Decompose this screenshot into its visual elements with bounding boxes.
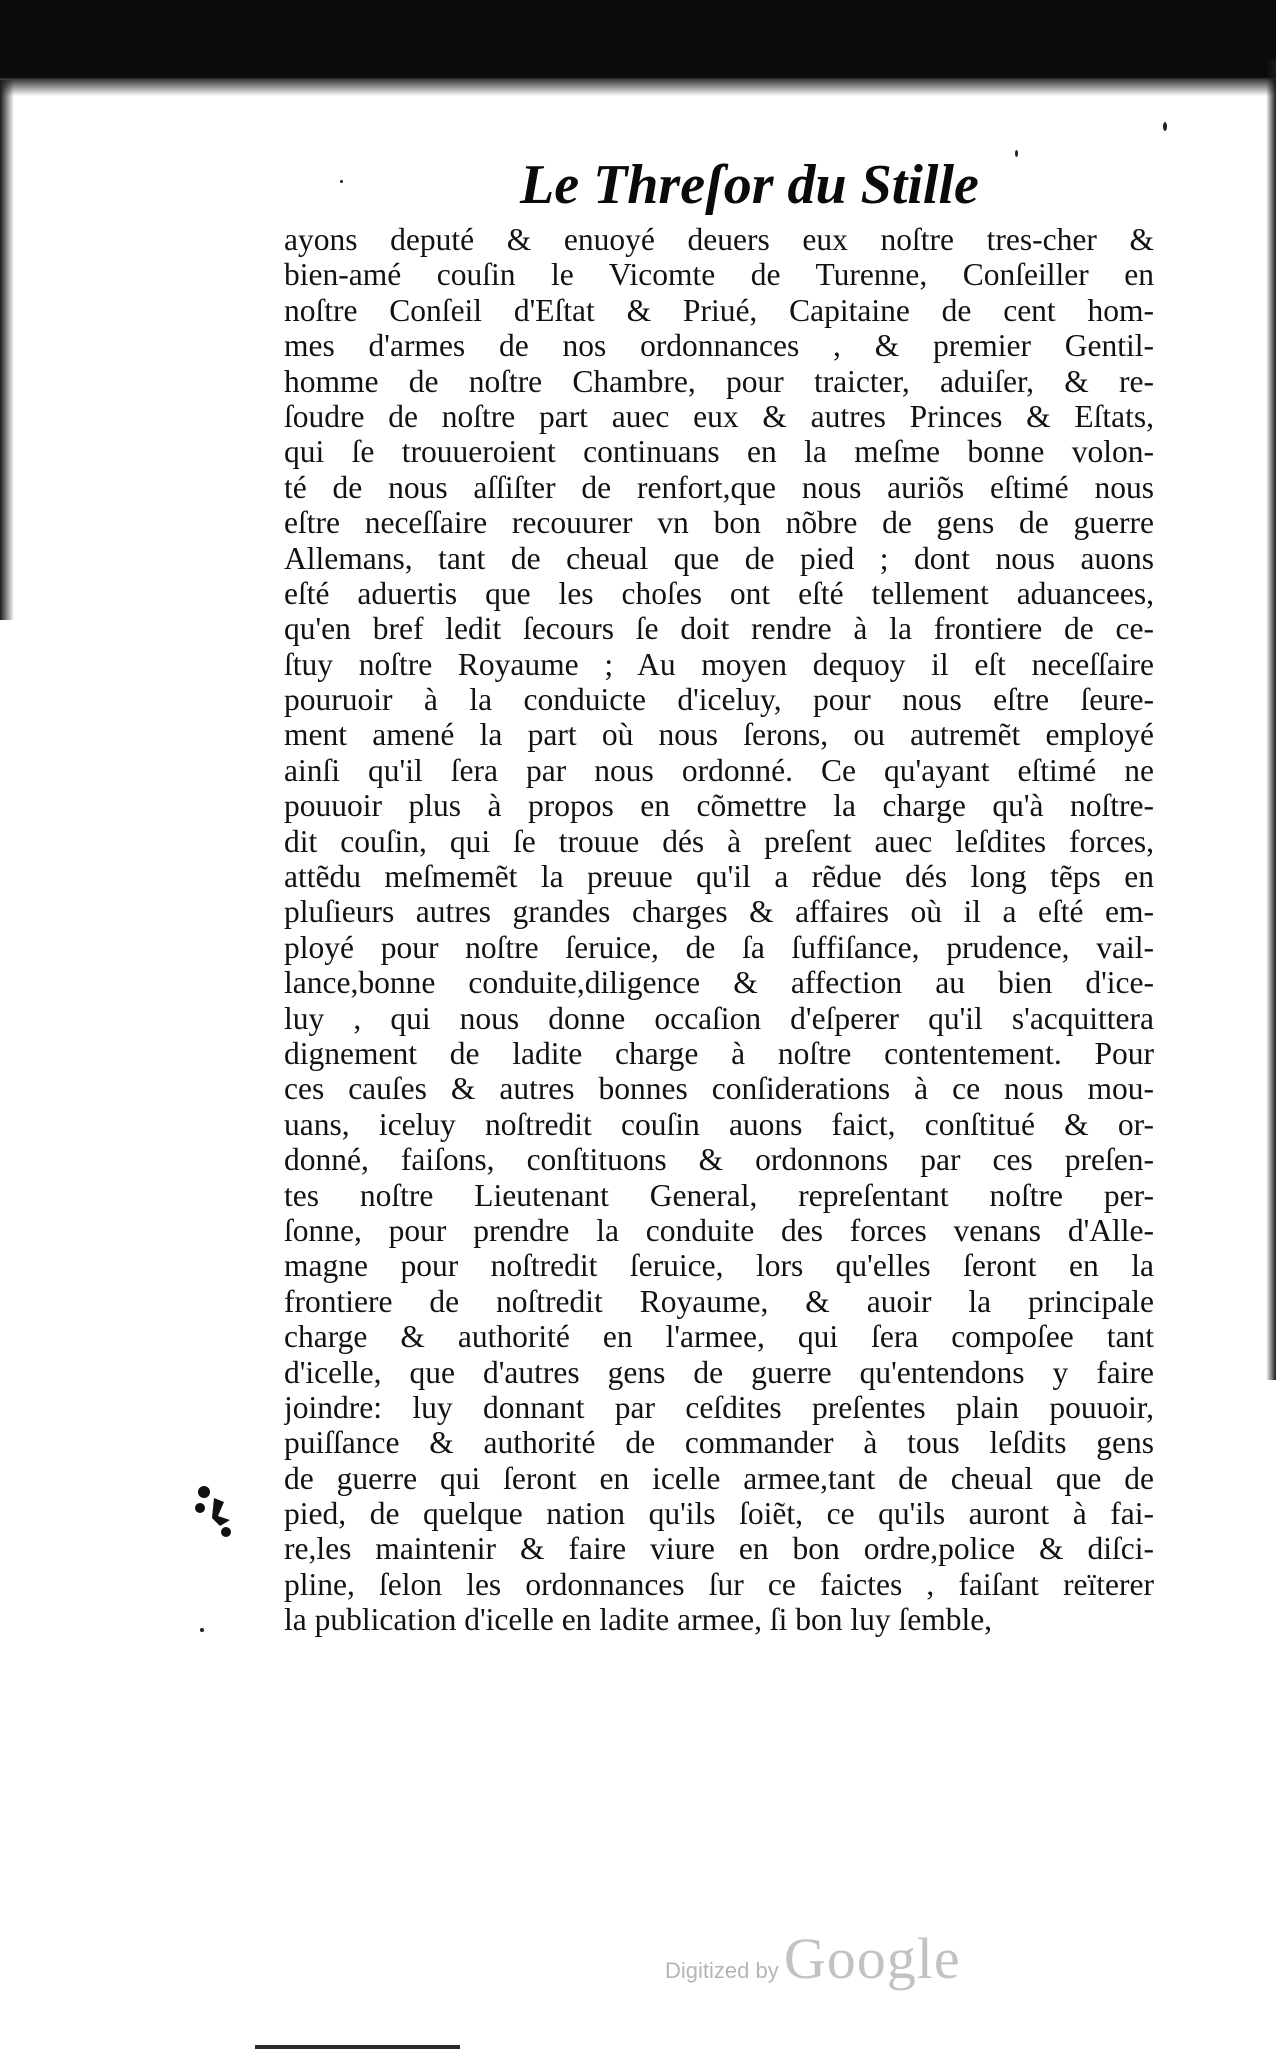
text-line: pluſieurs autres grandes charges & affaires où il a eſté em- bbox=[284, 894, 1154, 930]
scan-right-shadow bbox=[1266, 60, 1276, 1380]
ink-speck bbox=[1163, 122, 1167, 131]
text-line: pouuoir plus à propos en cõmettre la charge qu'à noſtre- bbox=[284, 788, 1154, 824]
ink-speck bbox=[340, 180, 343, 183]
text-line: pouruoir à la conduicte d'iceluy, pour nous eſtre ſeure- bbox=[284, 682, 1154, 718]
digitized-watermark bbox=[665, 1925, 1005, 1995]
watermark-brand: Google bbox=[783, 1926, 961, 1991]
text-line: pline, ſelon les ordonnances ſur ce faictes , faiſant reïterer bbox=[284, 1566, 1154, 1602]
scan-top-shadow bbox=[0, 78, 1276, 96]
text-line: attẽdu meſmemẽt la preuue qu'il a rẽdue dés long tẽps en bbox=[284, 859, 1154, 895]
text-line: lance,bonne conduite,diligence & affection au bien d'ice- bbox=[284, 965, 1154, 1001]
text-line: noſtre Conſeil d'Eſtat & Priué, Capitaine de cent hom- bbox=[284, 292, 1154, 328]
text-line: tes noſtre Lieutenant General, repreſentant noſtre per- bbox=[284, 1177, 1154, 1213]
text-line: uans, iceluy noſtredit couſin auons faict, conſtitué & or- bbox=[284, 1106, 1154, 1142]
text-line: dignement de ladite charge à noſtre contentement. Pour bbox=[284, 1035, 1154, 1071]
text-line: ſtuy noſtre Royaume ; Au moyen dequoy il eſt neceſſaire bbox=[284, 646, 1154, 682]
text-line: la publication d'icelle en ladite armee, ſi bon luy ſemble, bbox=[284, 1602, 993, 1638]
text-line: ainſi qu'il ſera par nous ordonné. Ce qu'ayant eſtimé ne bbox=[284, 752, 1154, 788]
text-line: re,les maintenir & faire viure en bon ordre,police & diſci- bbox=[284, 1531, 1154, 1567]
text-line: ment amené la part où nous ſerons, ou autremẽt employé bbox=[284, 717, 1154, 753]
text-line: ployé pour noſtre ſeruice, de ſa ſuffiſance, prudence, vail- bbox=[284, 929, 1154, 965]
ink-speck bbox=[200, 1628, 204, 1632]
text-line: qu'en bref ledit ſecours ſe doit rendre à la frontiere de ce- bbox=[284, 611, 1154, 647]
text-line: eſté aduertis que les choſes ont eſté tellement aduancees, bbox=[284, 575, 1154, 611]
text-line: eſtre neceſſaire recouurer vn bon nõbre de gens de guerre bbox=[284, 505, 1154, 541]
text-line: luy , qui nous donne occaſion d'eſperer qu'il s'acquittera bbox=[284, 1000, 1154, 1036]
running-head: Le Threſor du Stille bbox=[520, 154, 979, 216]
text-line: homme de noſtre Chambre, pour traicter, aduiſer, & re- bbox=[284, 363, 1154, 399]
text-line: té de nous aſſiſter de renfort,que nous auriõs eſtimé nous bbox=[284, 469, 1154, 505]
text-line: dit couſin, qui ſe trouue dés à preſent auec leſdites forces, bbox=[284, 823, 1154, 859]
text-line: ſoudre de noſtre part auec eux & autres Princes & Eſtats, bbox=[284, 398, 1154, 434]
text-line: Allemans, tant de cheual que de pied ; dont nous auons bbox=[284, 540, 1154, 576]
page-body bbox=[284, 222, 1154, 1842]
text-line: puiſſance & authorité de commander à tous leſdits gens bbox=[284, 1425, 1154, 1461]
text-line: frontiere de noſtredit Royaume, & auoir la principale bbox=[284, 1283, 1154, 1319]
text-line: charge & authorité en l'armee, qui ſera compoſee tant bbox=[284, 1319, 1154, 1355]
text-line: mes d'armes de nos ordonnances , & premier Gentil- bbox=[284, 328, 1154, 364]
text-line: ſonne, pour prendre la conduite des forces venans d'Alle- bbox=[284, 1212, 1154, 1248]
text-line: pied, de quelque nation qu'ils ſoiẽt, ce qu'ils auront à fai- bbox=[284, 1496, 1154, 1532]
scan-left-shadow bbox=[0, 80, 14, 620]
text-line: d'icelle, que d'autres gens de guerre qu'entendons y faire bbox=[284, 1354, 1154, 1390]
text-line: donné, faiſons, conſtituons & ordonnons par ces preſen- bbox=[284, 1142, 1154, 1178]
text-line: ayons deputé & enuoyé deuers eux noſtre tres-cher & bbox=[284, 222, 1154, 257]
scan-bottom-mark bbox=[255, 2045, 460, 2049]
scan-top-border bbox=[0, 0, 1276, 78]
text-line: joindre: luy donnant par ceſdites preſentes plain pouuoir, bbox=[284, 1389, 1154, 1425]
text-line: magne pour noſtredit ſeruice, lors qu'elles ſeront en la bbox=[284, 1248, 1154, 1284]
marginal-ornament-icon bbox=[190, 1482, 250, 1542]
text-line: bien-amé couſin le Vicomte de Turenne, Conſeiller en bbox=[284, 257, 1154, 293]
text-line: de guerre qui ſeront en icelle armee,tant de cheual que de bbox=[284, 1460, 1154, 1496]
watermark-prefix: Digitized by bbox=[665, 1958, 779, 1983]
text-line: ces cauſes & autres bonnes conſiderations à ce nous mou- bbox=[284, 1071, 1154, 1107]
text-line: qui ſe trouueroient continuans en la meſme bonne volon- bbox=[284, 434, 1154, 470]
